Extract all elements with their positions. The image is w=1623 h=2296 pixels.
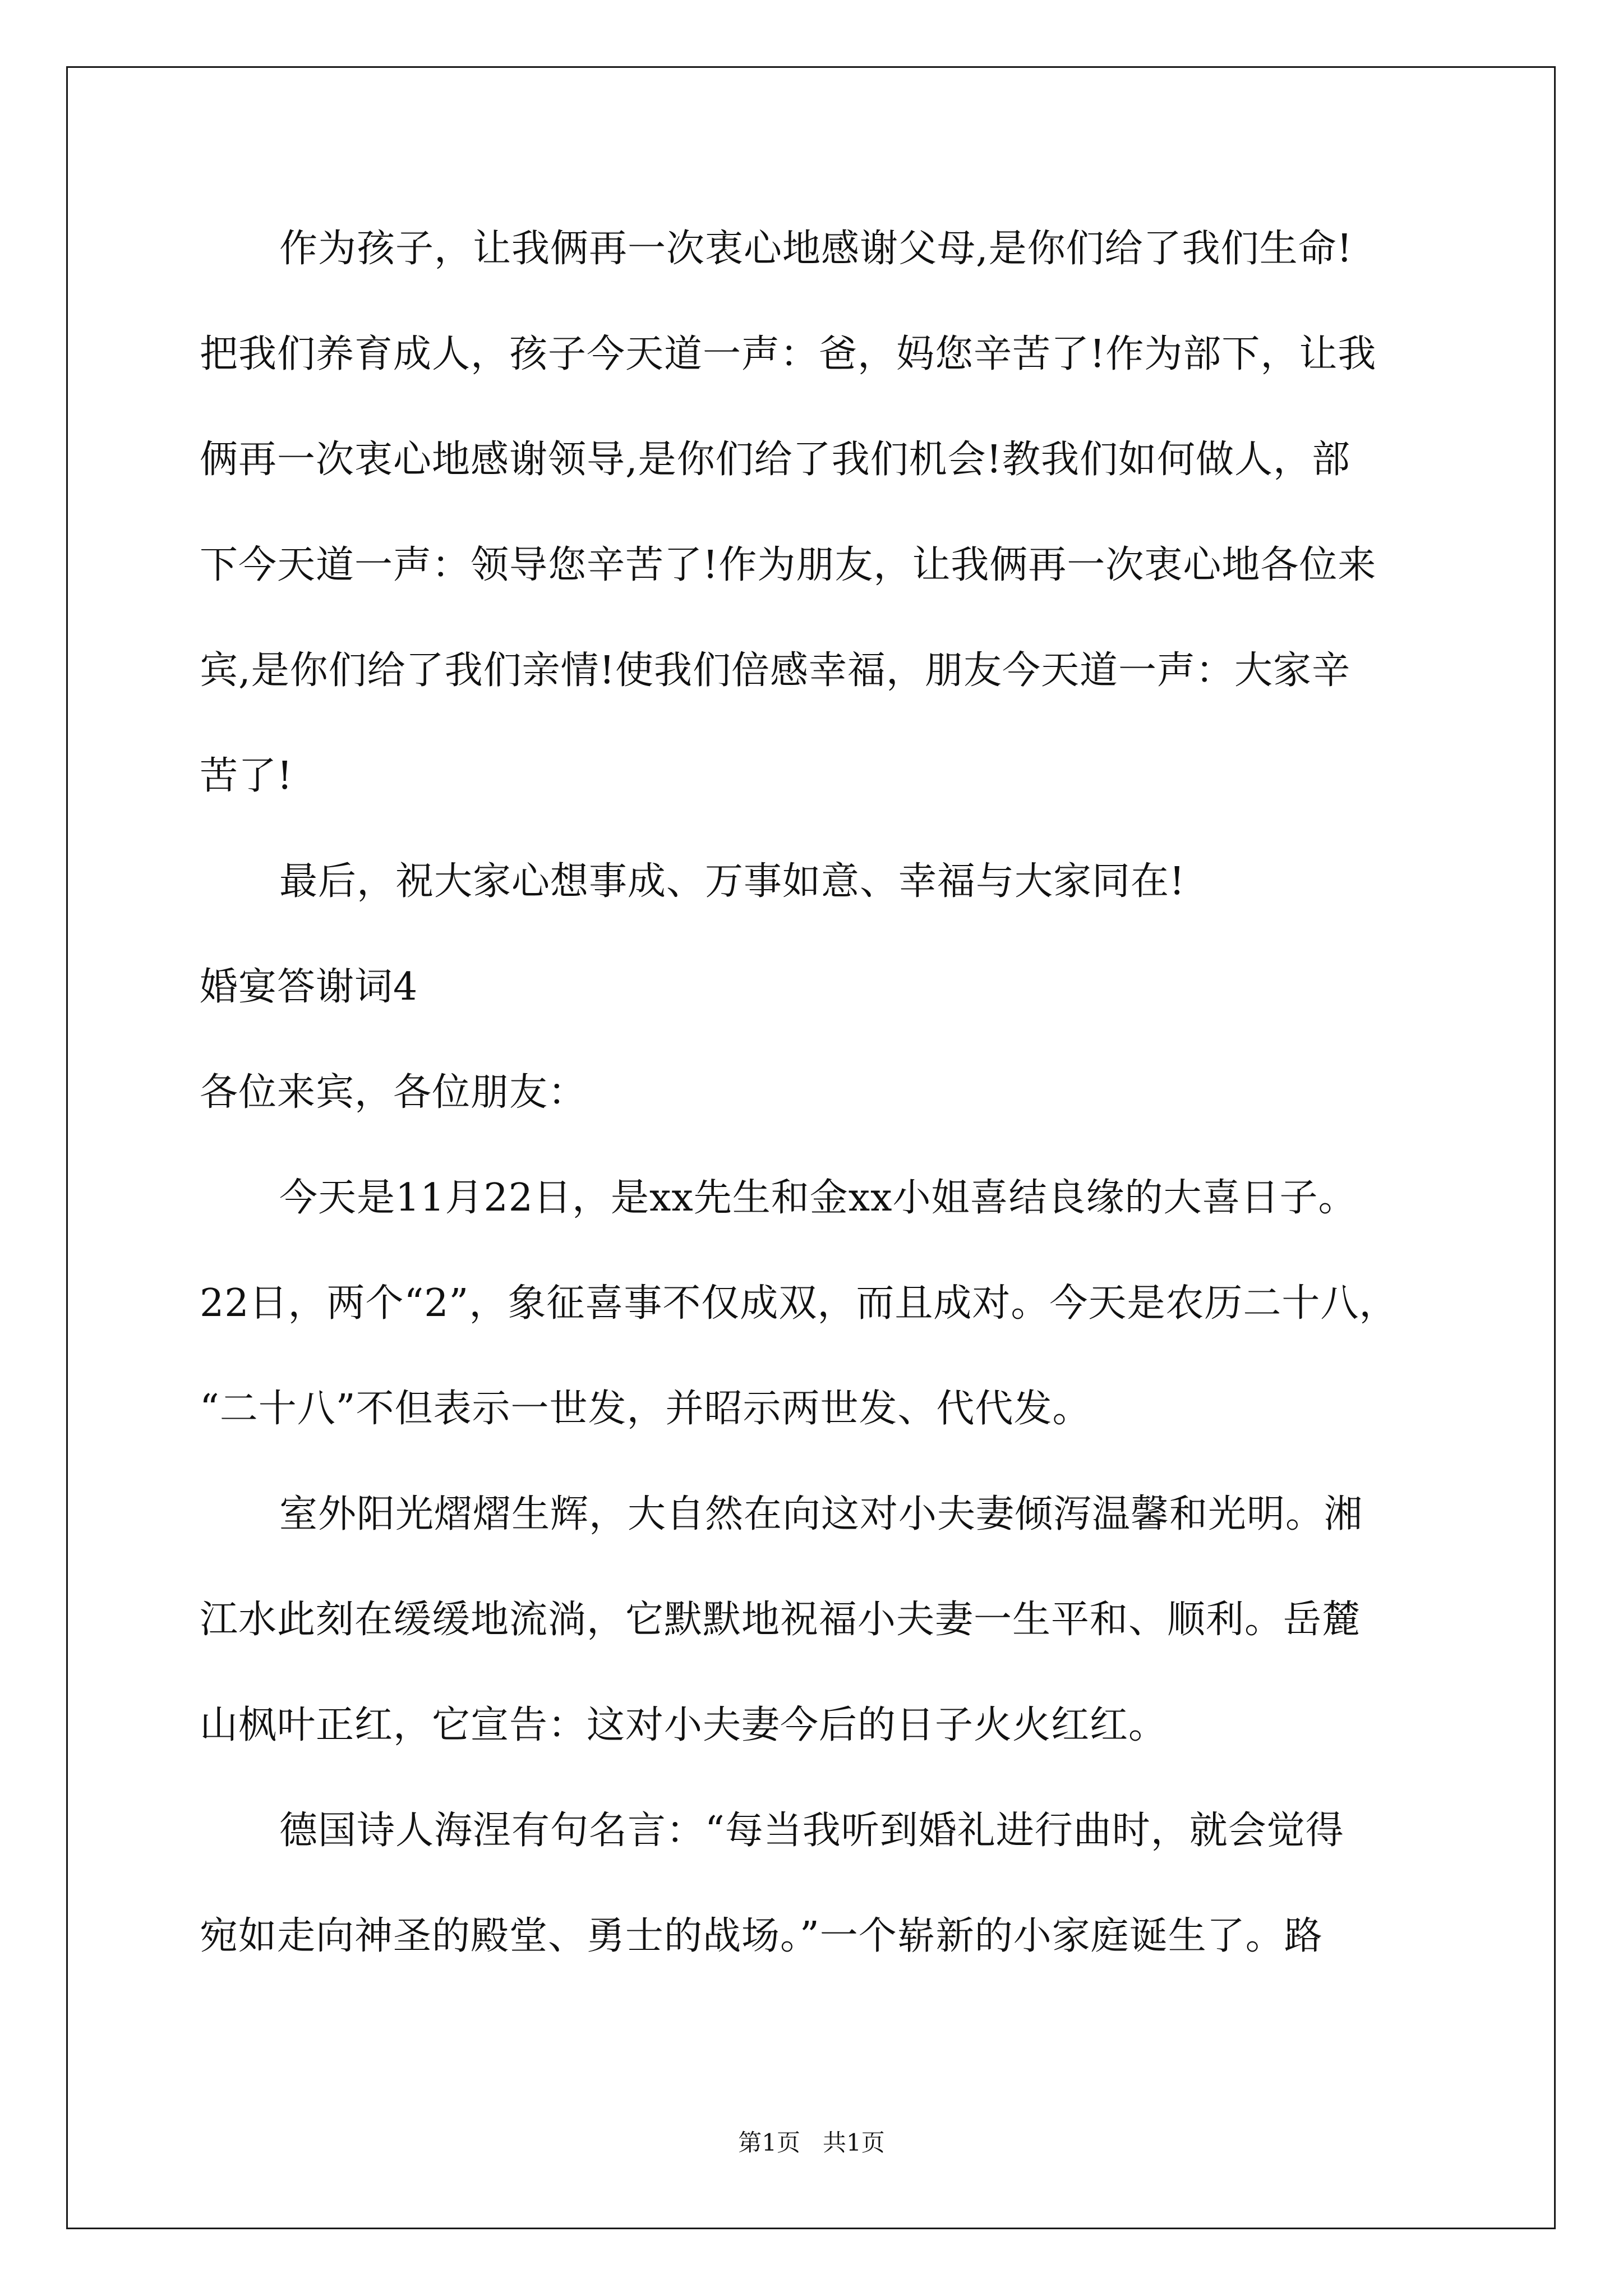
paragraph-line: 室外阳光熠熠生辉，大自然在向这对小夫妻倾泻温馨和光明。湘: [279, 1492, 1363, 1536]
paragraph-line: 山枫叶正红，它宣告：这对小夫妻今后的日子火火红红。: [200, 1703, 1168, 1747]
paragraph: [200, 1796, 1433, 2007]
paragraph-line: 22日，两个“2”，象征喜事不仅成双，而且成对。今天是农历二十八，: [200, 1281, 1398, 1326]
paragraph: [200, 1480, 1433, 1796]
paragraph-line: 下今天道一声：领导您辛苦了!作为朋友，让我俩再一次衷心地各位来: [200, 543, 1377, 587]
paragraph-line: 今天是11月22日，是xx先生和金xx小姐喜结良缘的大喜日子。: [279, 1176, 1357, 1220]
salutation: 各位来宾，各位朋友：: [200, 1070, 587, 1115]
paragraph-line: 把我们养育成人，孩子今天道一声：爸，妈您辛苦了!作为部下，让我: [200, 332, 1377, 376]
paragraph-line: 江水此刻在缓缓地流淌，它默默地祝福小夫妻一生平和、顺利。岳麓: [200, 1598, 1361, 1642]
paragraph-line: 作为孩子，让我俩再一次衷心地感谢父母,是你们给了我们生命!: [279, 227, 1353, 271]
closing-paragraph: 最后，祝大家心想事成、万事如意、幸福与大家同在!: [279, 859, 1186, 904]
document-body: [200, 214, 1433, 2007]
paragraph-line: 俩再一次衷心地感谢领导,是你们给了我们机会!教我们如何做人，部: [200, 438, 1350, 482]
page-footer: 第1页 共1页: [738, 2129, 885, 2156]
paragraph: [200, 1163, 1433, 1480]
section-title: 婚宴答谢词4: [200, 965, 418, 1009]
paragraph-line: 德国诗人海涅有句名言：“每当我听到婚礼进行曲时，就会觉得: [279, 1809, 1344, 1853]
paragraph-line: “二十八”不但表示一世发，并昭示两世发、代代发。: [200, 1387, 1091, 1431]
paragraph-line: 宛如走向神圣的殿堂、勇士的战场。”一个崭新的小家庭诞生了。路: [200, 1914, 1323, 1958]
paragraph-line: 宾,是你们给了我们亲情!使我们倍感幸福，朋友今天道一声：大家辛: [200, 648, 1350, 693]
paragraph: [200, 214, 1433, 847]
paragraph-line: 苦了!: [200, 754, 293, 798]
